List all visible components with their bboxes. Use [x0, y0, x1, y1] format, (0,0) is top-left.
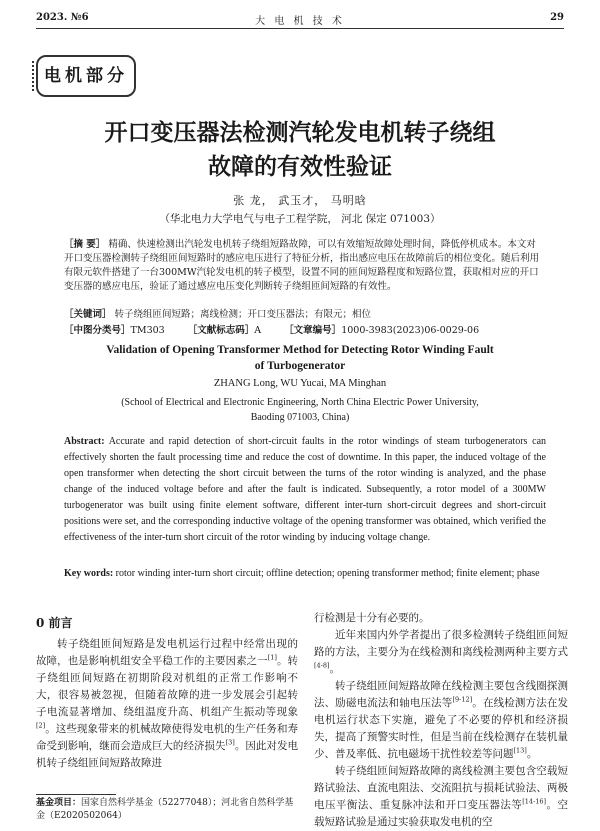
- article-number-label: ［文章编号］: [284, 325, 342, 336]
- clc-code: TM303: [130, 325, 165, 336]
- funding-footnote: [36, 797, 298, 823]
- body-left-column: [36, 636, 298, 772]
- citation: [4-8]: [314, 661, 330, 670]
- running-header: [36, 12, 564, 29]
- page-number: 29: [550, 12, 564, 23]
- citation: [14-16]: [522, 797, 547, 806]
- paragraph: 转子绕组匝间短路故障在线检测主要包含线圈探测法、励磁电流法和轴电压法等[9-12]。在线检测方法在发电机运行状态下实施，避免了不必要的停机和经济损失，提高了预警实时性，但是当前在线检测存在装机量少、普及率低、抗电磁场干扰性较差等问题[13]。: [314, 680, 569, 760]
- doc-code-label: ［文献标志码］: [187, 325, 255, 336]
- english-affiliation-line2: Baoding 071003, China): [250, 412, 350, 423]
- chinese-abstract-text: 精确、快速检测出汽轮发电机转子绕组短路故障，可以有效缩短故障处理时间，降低停机成本。本文对开口变压器检测转子绕组匝间短路时的感应电压进行了特征分析，指出感应电压在故障前后的相位变化。随后利用有限元软件搭建了一台300MW汽轮发电机的转子模型，设置不同的匝间短路程度和短路位置，获取相对应的开口变压器的感应电压，验证了通过感应电压变化判断转子绕组匝间短路的有效性。: [64, 239, 540, 292]
- english-keywords-label: Key words:: [64, 568, 114, 579]
- chinese-affiliation: （华北电力大学电气与电子工程学院， 河北 保定 071003）: [159, 213, 441, 225]
- english-title: [0, 342, 600, 374]
- funding-text: 国家自然科学基金（52277048）；河北省自然科学基金（E2020502064）: [36, 798, 294, 821]
- citation: [13]: [513, 746, 527, 755]
- funding-label: 基金项目：: [36, 798, 82, 808]
- citation: [2]: [36, 721, 46, 730]
- article-number: 1000-3983(2023)06-0029-06: [341, 325, 480, 336]
- body-right-column: [314, 610, 568, 831]
- journal-name: 大 电 机 技 术: [255, 16, 345, 27]
- english-title-line1: Validation of Opening Transformer Method for Detecting Rotor Winding Fault: [106, 344, 494, 356]
- doc-code: A: [254, 325, 262, 336]
- chinese-abstract: [64, 238, 544, 294]
- chinese-title: [0, 116, 600, 184]
- issue-number: 2023. №6: [36, 12, 89, 23]
- section-tag: 电机部分: [36, 55, 136, 97]
- english-keywords: [64, 566, 546, 582]
- chinese-authors: 张 龙， 武玉才， 马明晗: [233, 194, 367, 207]
- paragraph: 转子绕组匝间短路故障的离线检测主要包含空载短路试验法、直流电阻法、交流阻抗与损耗试验法、两极电压平衡法、重复脉冲法和开口变压器法等[14-16]。空载短路试验是通过实验获取发电机的空: [314, 765, 569, 828]
- section-heading-introduction: 0 前言: [36, 616, 73, 630]
- paragraph: 近年来国内外学者提出了很多检测转子绕组匝间短路的方法，主要分为在线检测和离线检测两种主要方式[4-8]。: [314, 629, 568, 675]
- clc-label: ［中图分类号］: [64, 325, 131, 336]
- citation: [9-12]: [452, 695, 473, 704]
- english-authors: ZHANG Long, WU Yucai, MA Minghan: [213, 378, 387, 389]
- chinese-title-line2: 故障的有效性验证: [208, 154, 392, 180]
- english-title-line2: of Turbogenerator: [254, 360, 346, 372]
- footnote-divider: [36, 794, 116, 795]
- citation: [1]: [267, 653, 277, 662]
- english-affiliation: [112, 395, 488, 425]
- paragraph: 行检测是十分有必要的。: [314, 612, 430, 624]
- english-abstract: [64, 434, 546, 546]
- english-abstract-text: Accurate and rapid detection of short-circuit faults in the rotor windings of steam turbogenerators can effectively shorten the fault processing time and reduce the cost of downtime. In this paper, the induced voltage of the open transformer when detecting the short circuit between the turns of the rotor winding is analyzed, and the phase change of the induced voltage before and after the fault is indicated. Subsequently, a rotor model of a 300MW turbogenerator was built using finite element software, different inter-turn short-circuit degrees and short-circuit positions were set, and the corresponding inductive voltage of the opening transformer was obtained, which verified the effectiveness of the inter-turn short circuit of the rotor winding by inducing voltage change.: [64, 436, 547, 543]
- chinese-title-line1: 开口变压器法检测汽轮发电机转子绕组: [104, 120, 496, 146]
- chinese-keywords: [64, 308, 544, 322]
- chinese-keywords-text: 转子绕组匝间短路；离线检测；开口变压器法；有限元；相位: [114, 309, 372, 320]
- chinese-keywords-label: ［关键词］: [64, 309, 112, 320]
- chinese-abstract-label: ［摘 要］: [64, 239, 106, 250]
- english-abstract-label: Abstract:: [64, 436, 105, 447]
- english-keywords-text: rotor winding inter-turn short circuit; offline detection; opening transformer method; finite element; phase: [115, 568, 540, 579]
- citation: [3]: [225, 738, 235, 747]
- paragraph: 转子绕组匝间短路是发电机运行过程中经常出现的故障，也是影响机组安全平稳工作的主要因素之一[1]。转子绕组匝间短路在初期阶段对机组的正常工作影响不大，很容易被忽视，但随着故障的进一步发展会引起转子电流显著增加、绕组温度升高、机组产生振动等现象[2]。这些现象带来的机械故障使得发电机的生产任务和寿命受到影响，继而会造成巨大的经济损失[3]。因此对发电机转子绕组匝间短路故障进: [36, 638, 299, 769]
- english-affiliation-line1: (School of Electrical and Electronic Engineering, North China Electric Power University,: [121, 397, 479, 408]
- classification-line: [64, 324, 544, 338]
